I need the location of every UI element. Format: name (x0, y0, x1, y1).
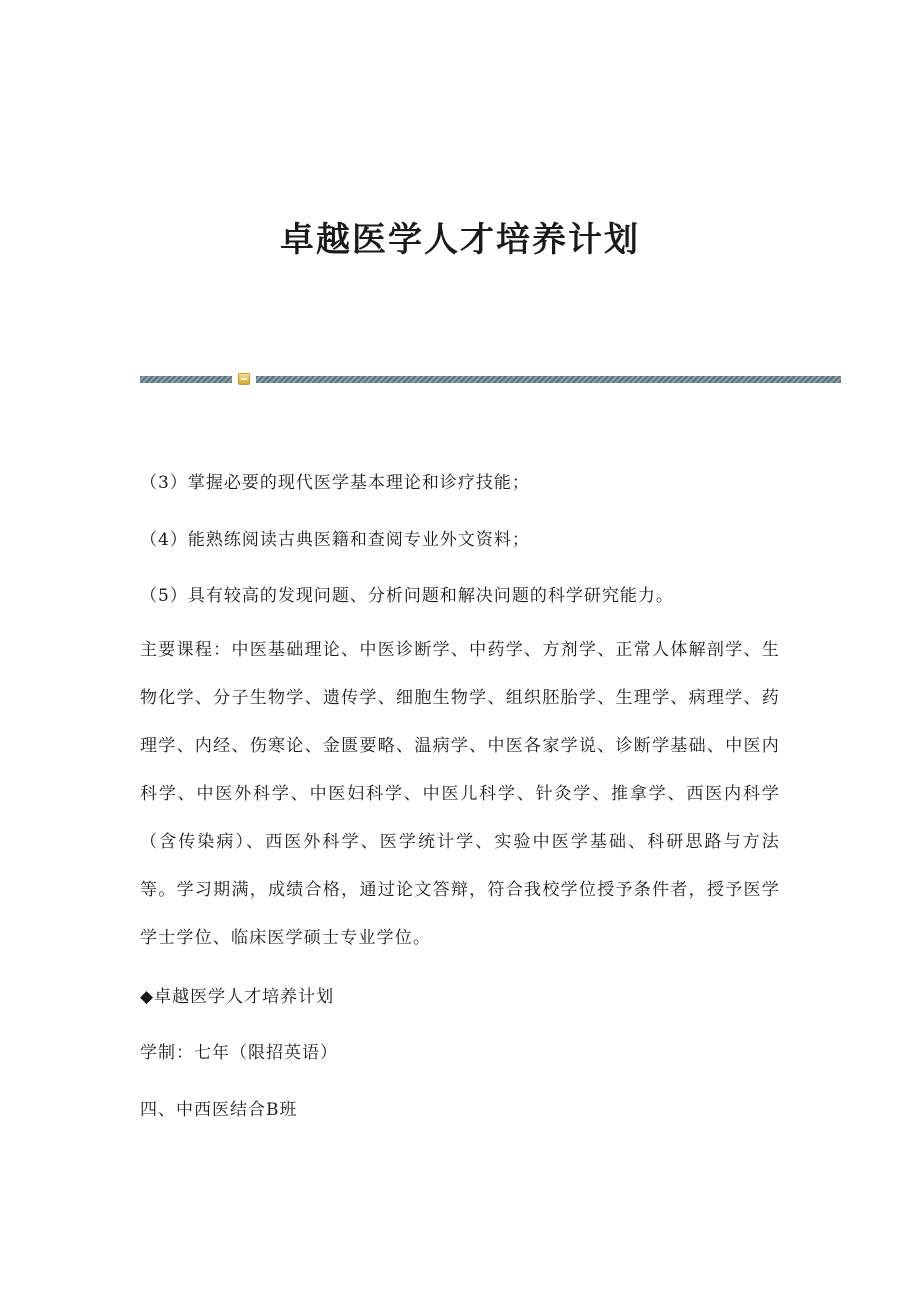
duration-text: 学制：七年（限招英语） (140, 1043, 338, 1063)
divider-bar-left (140, 376, 232, 383)
section-heading: ◆卓越医学人才培养计划 (140, 987, 335, 1007)
class-heading: 四、中西医结合B班 (140, 1100, 298, 1120)
list-item: （3）掌握必要的现代医学基本理论和诊疗技能； (140, 473, 530, 493)
document-title: 卓越医学人才培养计划 (280, 220, 640, 260)
divider-ornament-icon (238, 373, 250, 385)
divider-bar-right (256, 376, 841, 383)
list-item: （4）能熟练阅读古典医籍和查阅专业外文资料； (140, 530, 530, 550)
title-divider (140, 372, 841, 386)
courses-paragraph: 主要课程：中医基础理论、中医诊断学、中药学、方剂学、正常人体解剖学、生物化学、分子生物学、遗传学、细胞生物学、组织胚胎学、生理学、病理学、药理学、内经、伤寒论、金匮要略、温病学、中医各家学说、诊断学基础、中医内科学、中医外科学、中医妇科学、中医儿科学、针灸学、推拿学、西医内科学（含传染病）、西医外科学、医学统计学、实验中医学基础、科研思路与方法等。学习期满，成绩合格，通过论文答辩，符合我校学位授予条件者，授予医学学士学位、临床医学硕士专业学位。 (140, 640, 780, 948)
list-item: （5）具有较高的发现问题、分析问题和解决问题的科学研究能力。 (140, 586, 674, 606)
